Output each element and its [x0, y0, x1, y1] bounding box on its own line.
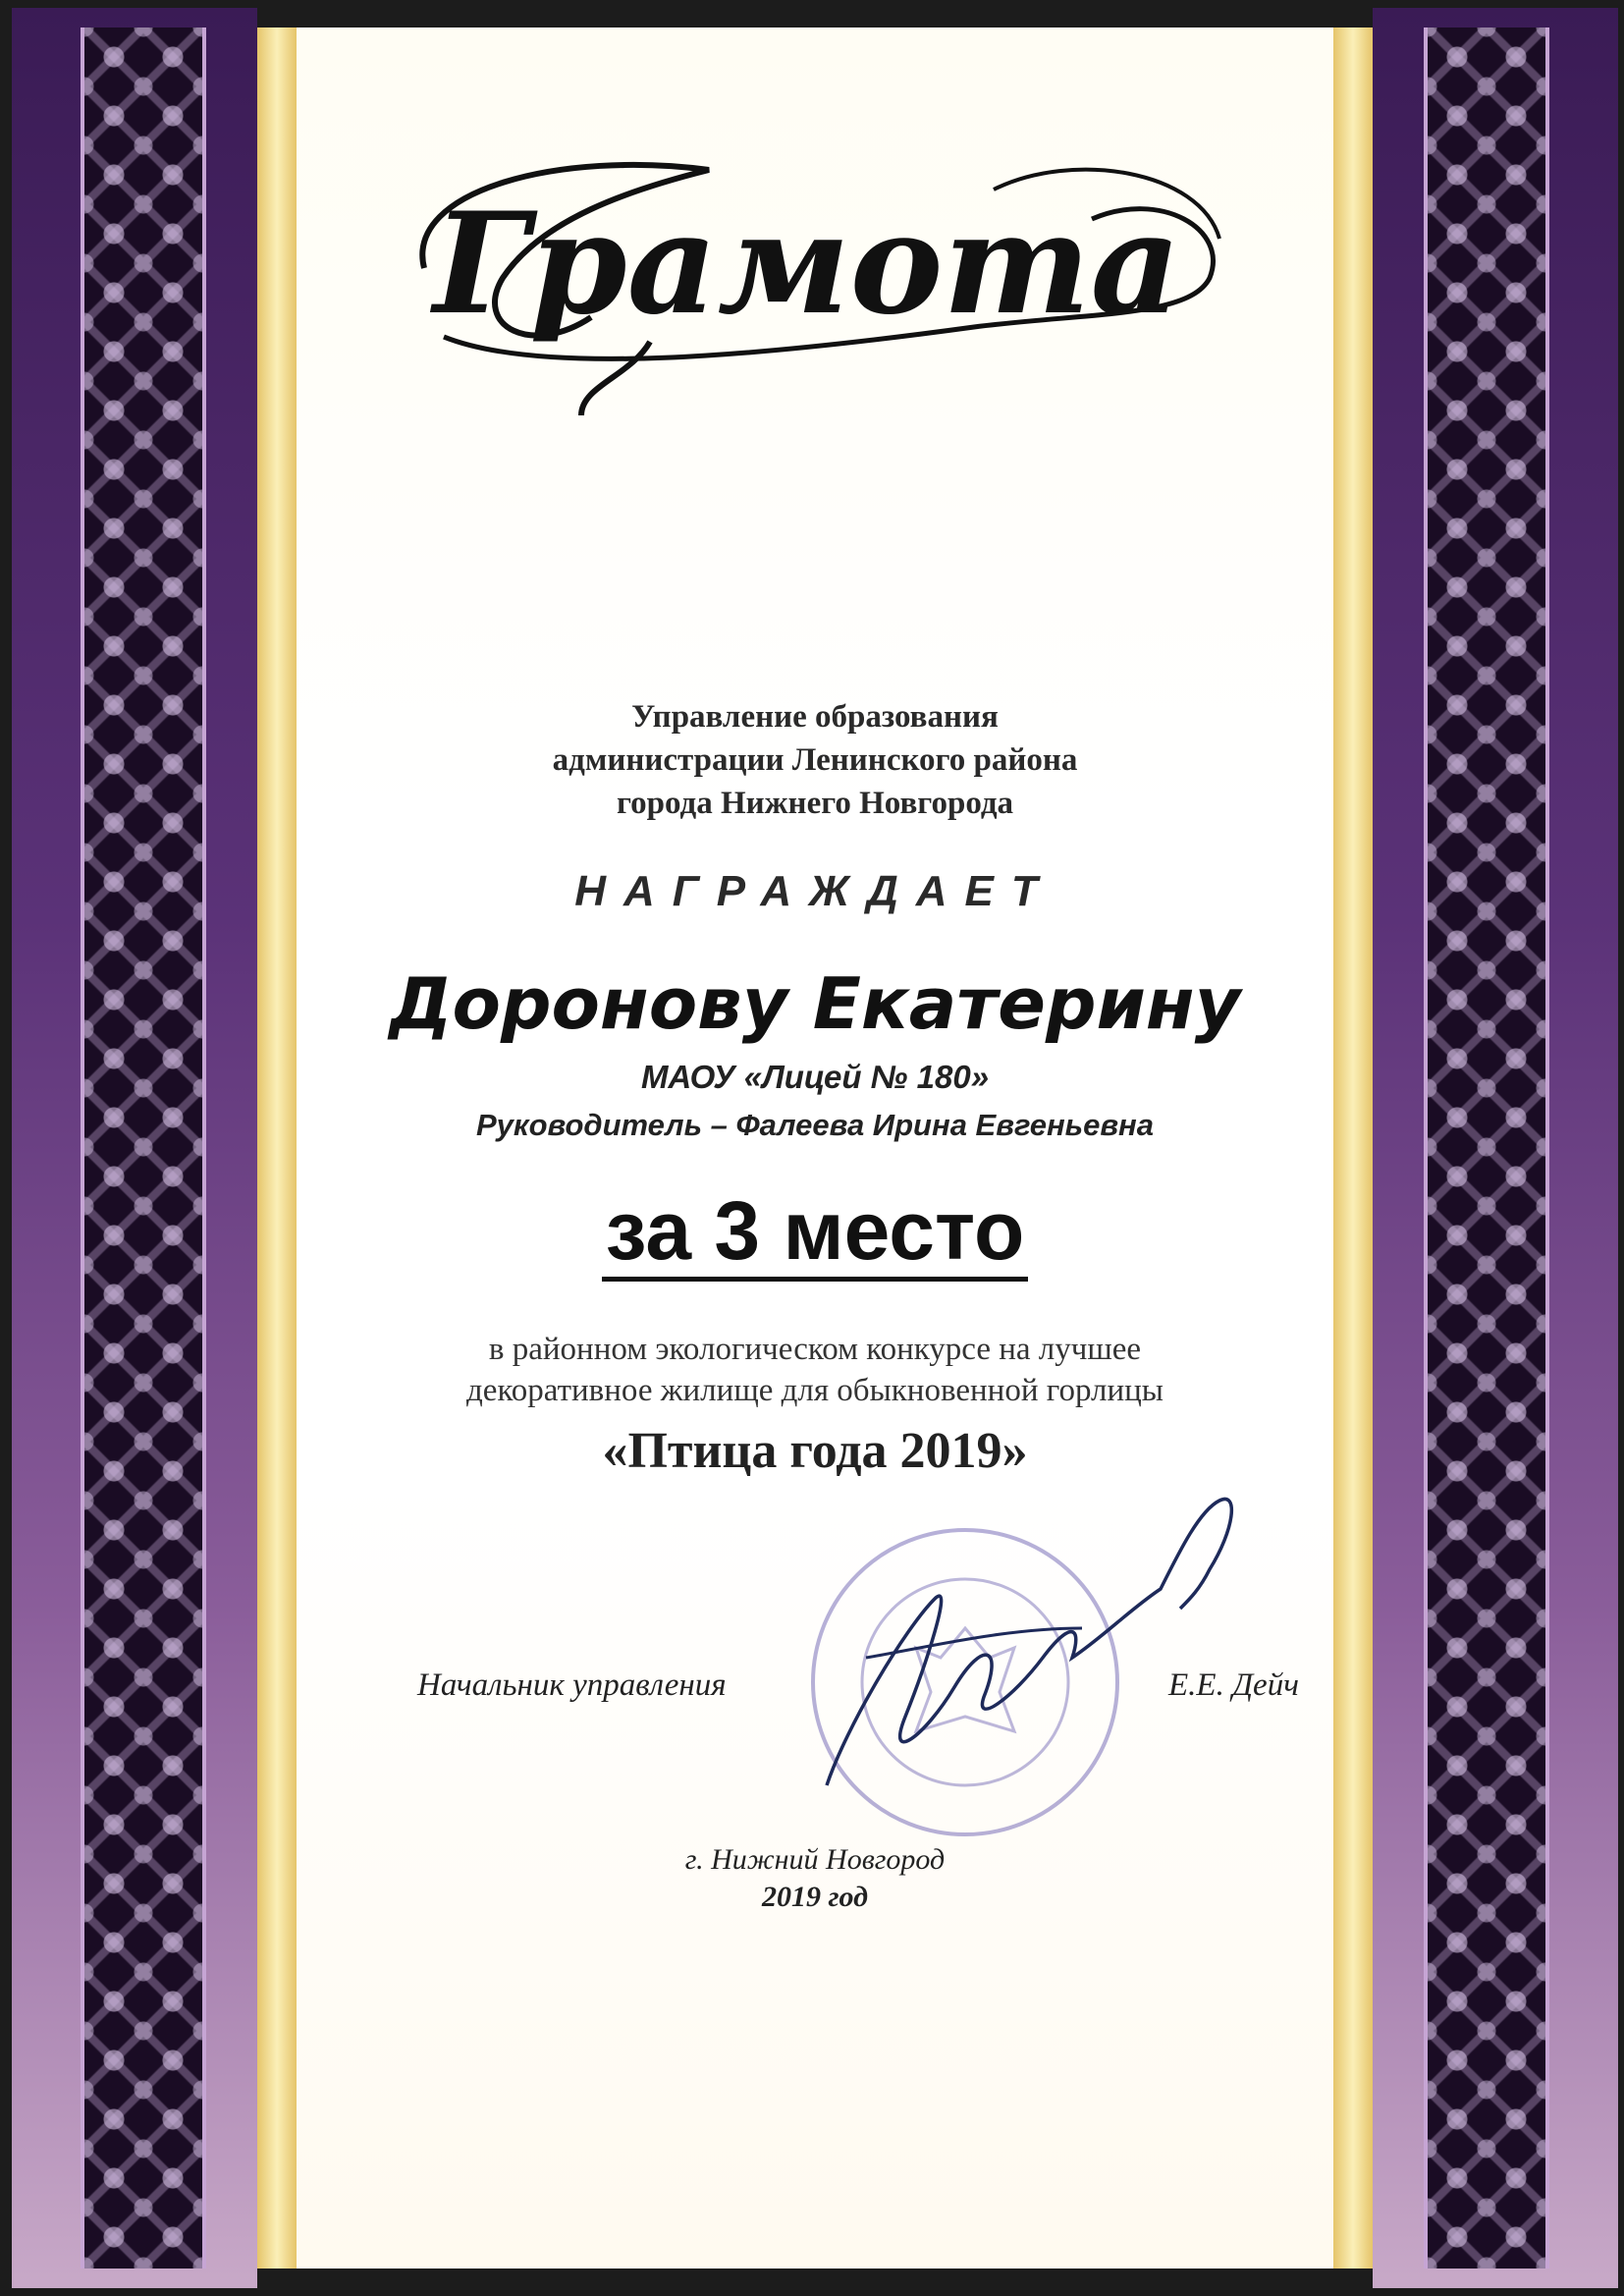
issuer-line-2: администрации Ленинского района	[552, 742, 1078, 778]
certificate-title-calligraphy	[385, 131, 1249, 425]
left-lace-pattern	[81, 27, 206, 2269]
issuer-block	[297, 695, 1333, 825]
award-place: за 3 место	[602, 1186, 1029, 1282]
right-gold-stripe	[1333, 27, 1373, 2269]
contest-description	[297, 1329, 1333, 1411]
contest-line-1: в районном экологическом конкурсе на лучшее	[488, 1332, 1142, 1367]
right-lace-pattern	[1424, 27, 1549, 2269]
signatory-role: Начальник управления	[417, 1667, 727, 1703]
issuer-line-1: Управление образования	[631, 699, 999, 735]
left-ornamental-border	[12, 8, 257, 2288]
certificate-paper	[297, 27, 1333, 2269]
left-gold-stripe	[257, 27, 297, 2269]
leader-name: Руководитель – Фалеева Ирина Евгеньевна	[475, 1108, 1155, 1142]
event-name: «Птица года 2019»	[602, 1423, 1028, 1479]
right-ornamental-border	[1373, 8, 1618, 2288]
certificate-sheet	[12, 8, 1618, 2288]
handwritten-signature	[787, 1491, 1239, 1815]
recipient-name: Доронову Екатерину	[389, 962, 1241, 1045]
signatory-name: Е.Е. Дейч	[1168, 1667, 1299, 1703]
issue-year: 2019 год	[761, 1881, 869, 1913]
awards-heading: НАГРАЖДАЕТ	[574, 867, 1056, 915]
place-block	[297, 1186, 1333, 1282]
contest-line-2: декоративное жилище для обыкновенной горлицы	[466, 1373, 1164, 1408]
issuer-line-3: города Нижнего Новгорода	[616, 786, 1014, 821]
certificate-title: Грамота	[433, 183, 1181, 346]
school-name: МАОУ «Лицей № 180»	[640, 1059, 990, 1095]
issue-city: г. Нижний Новгород	[684, 1843, 946, 1876]
